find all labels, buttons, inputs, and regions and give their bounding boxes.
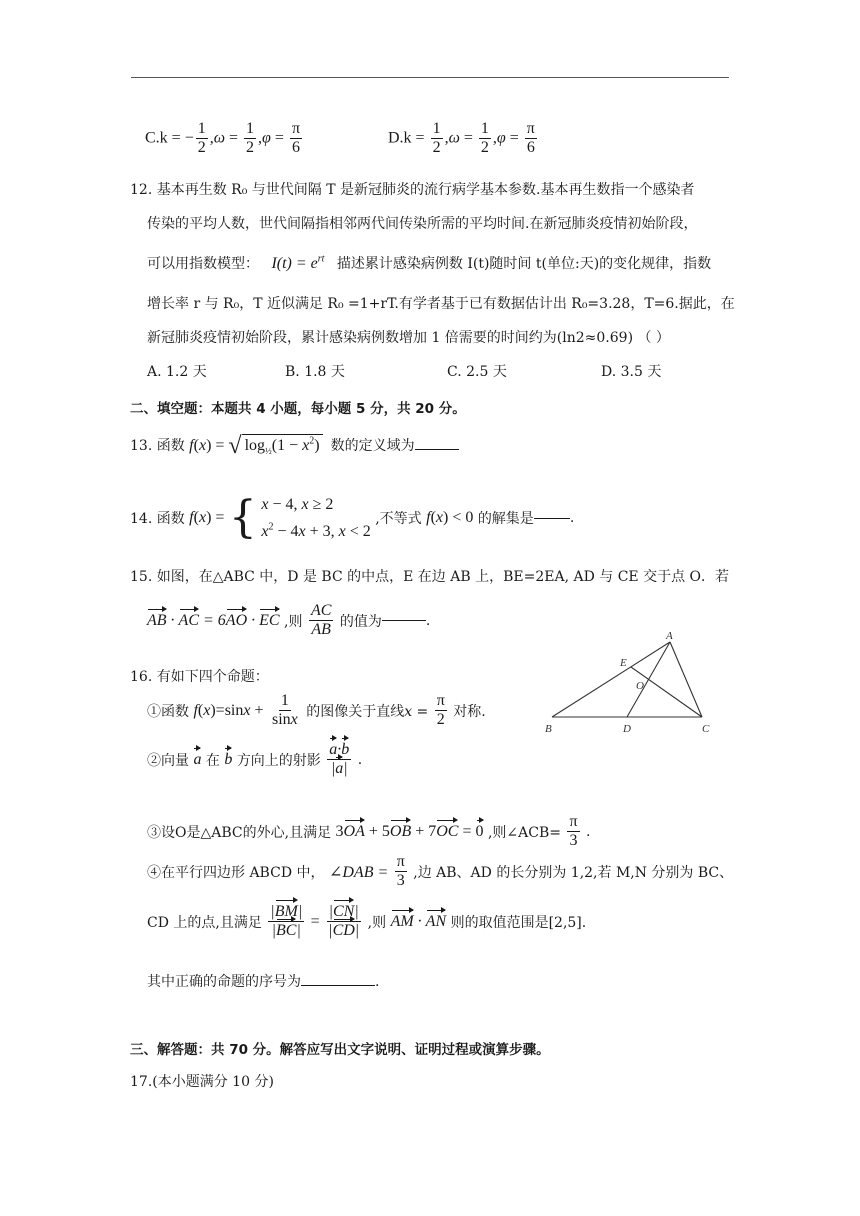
q12-option-a: A. 1.2 天 — [147, 364, 207, 380]
label-b: B — [545, 723, 552, 735]
segment-ab — [552, 642, 670, 717]
q12-option-c: C. 2.5 天 — [447, 364, 507, 380]
q16-proposition-1: ①函数 f(x)=sinx + $\frac{1}{\sin x}$ 的图像关于直线x = $\frac{\pi}{2}$ 对称. — [147, 692, 486, 729]
label-a: A — [666, 630, 673, 642]
q12-option-b: B. 1.8 天 — [285, 364, 345, 380]
section-3-heading: 三、解答题：共 70 分。解答应写出文字说明、证明过程或演算步骤。 — [130, 1042, 550, 1058]
q12-line2: 传染的平均人数，世代间隔指相邻两代间传染所需的平均时间.在新冠肺炎疫情初始阶段， — [147, 216, 698, 232]
q13: 13. 函数 f(x) = √ $\log_{\frac{1}{2}}(1 - x^2)$ 数的定义域为 — [130, 433, 459, 460]
q15-line2: AB · AC = 6AO · EC ,则 $\frac{AC}{AB}$ 的值为 . — [147, 602, 431, 639]
q16-proposition-4: ④在平行四边形 ABCD 中， ∠DAB = $\frac{\pi}{3}$ ,边 AB、AD 的长分别为 1,2,若 M,N 分别为 BC、 — [147, 853, 734, 890]
q11-option-d: D.k = $\frac{1}{2}$ ,ω = $\frac{1}{2}$ ,φ = $\frac{\pi}{6}$ — [388, 120, 535, 157]
q17-heading: 17.(本小题满分 10 分) — [130, 1074, 274, 1090]
q15-line1: 15. 如图，在△ABC 中，D 是 BC 的中点，E 在边 AB 上，BE=2EA, AD 与 CE 交于点 O．若 — [130, 569, 730, 585]
q16-answer-line: 其中正确的命题的序号为 . — [147, 974, 380, 990]
triangle-figure — [540, 628, 720, 740]
q11-option-c: C.k = − $\frac{1}{2}$ ,ω = $\frac{1}{2}$ ,φ = $\frac{\pi}{6}$ — [145, 120, 301, 157]
label-e: E — [620, 657, 627, 669]
q12-line1: 12. 基本再生数 R₀ 与世代间隔 T 是新冠肺炎的流行病学基本参数.基本再生数指一个感染者 — [130, 182, 695, 198]
q16-intro: 16. 有如下四个命题： — [130, 669, 269, 685]
q12-line3: 可以用指数模型： $I(t) = e^{rt}$ 描述累计感染病例数 I(t)随时间 t(单位:天)的变化规律，指数 — [147, 253, 712, 272]
q16-proposition-4-cont: CD 上的点,且满足 $\frac{|BM|}{|BC|}$ = $\frac{|CN|}{|CD|}$ ,则 AM · AN 则的取值范围是[2,5]. — [147, 903, 587, 940]
q16-proposition-3: ③设O是△ABC的外心,且满足 3OA + 5OB + 7OC = 0 ,则∠ACB= $\frac{\pi}{3}$ . — [147, 813, 591, 850]
label-c: C — [702, 723, 710, 735]
label-d: D — [623, 723, 631, 735]
q16-proposition-2: ②向量 a 在 b 方向上的射影 $\frac{a\cdot b}{|a|}$ . — [147, 741, 363, 778]
label-o: O — [636, 680, 644, 692]
q12-line4: 增长率 r 与 R₀，T 近似满足 R₀ =1+rT.有学者基于已有数据估计出 R₀=3.28，T=6.据此，在 — [147, 296, 735, 312]
q14: 14. 函数 f(x) = { x − 4, x ≥ 2 $x^2 - 4x + 3$, x < 2 ,不等式 f(x) < 0 的解集是 . — [130, 492, 575, 544]
q12-line5: 新冠肺炎疫情初始阶段，累计感染病例数增加 1 倍需要的时间约为(ln2≈0.69) （ ） — [147, 330, 670, 346]
header-rule — [131, 77, 729, 78]
section-2-heading: 二、填空题：本题共 4 小题，每小题 5 分，共 20 分。 — [130, 401, 466, 417]
q12-option-d: D. 3.5 天 — [601, 364, 662, 380]
